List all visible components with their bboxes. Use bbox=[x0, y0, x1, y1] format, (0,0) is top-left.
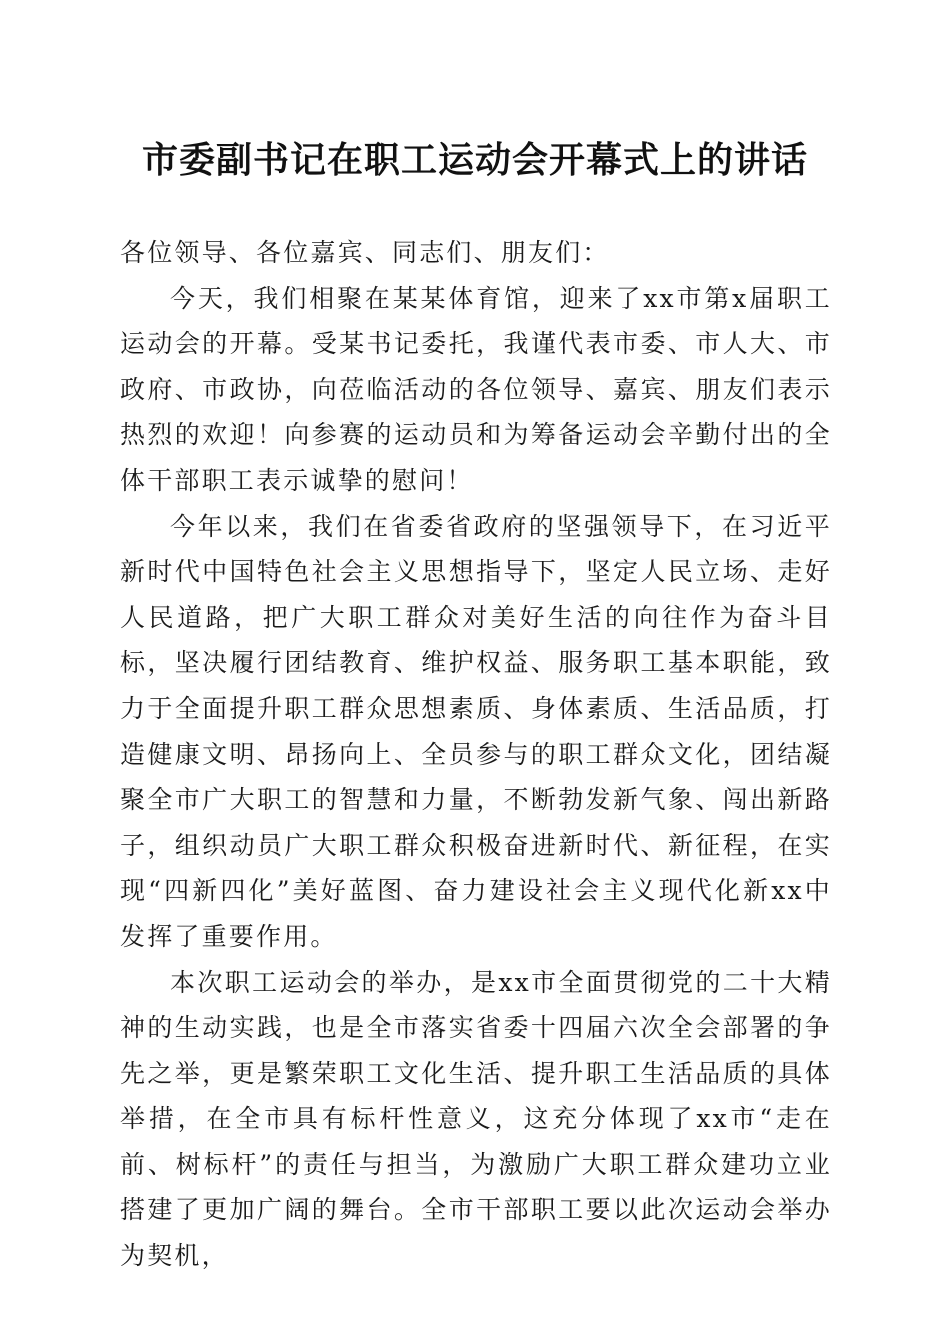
salutation: 各位领导、各位嘉宾、同志们、朋友们： bbox=[120, 238, 610, 267]
paragraph-significance: 本次职工运动会的举办，是xx市全面贯彻党的二十大精神的生动实践，也是全市落实省委十四届六次全会部署的争先之举，更是繁荣职工文化生活、提升职工生活品质的具体举措，在全市具有标杆性意义，这充分体现了xx市“走在前、树标杆”的责任与担当，为激励广大职工群众建功立业搭建了更加广阔的舞台。全市干部职工要以此次运动会举办为契机， bbox=[120, 967, 832, 1271]
document-title: 市委副书记在职工运动会开幕式上的讲话 bbox=[141, 139, 808, 181]
paragraph-achievements: 今年以来，我们在省委省政府的坚强领导下，在习近平新时代中国特色社会主义思想指导下，坚定人民立场、走好人民道路，把广大职工群众对美好生活的向往作为奋斗目标，坚决履行团结教育、维护权益、服务职工基本职能，致力于全面提升职工群众思想素质、身体素质、生活品质，打造健康文明、昂扬向上、全员参与的职工群众文化，团结凝聚全市广大职工的智慧和力量，不断勃发新气象、闯出新路子，组织动员广大职工群众积极奋进新时代、新征程，在实现“四新四化”美好蓝图、奋力建设社会主义现代化新xx中发挥了重要作用。 bbox=[120, 511, 832, 951]
document-body bbox=[120, 230, 832, 1279]
paragraph-welcome: 今天，我们相聚在某某体育馆，迎来了xx市第x届职工运动会的开幕。受某书记委托，我谨代表市委、市人大、市政府、市政协，向莅临活动的各位领导、嘉宾、朋友们表示热烈的欢迎！向参赛的运动员和为筹备运动会辛勤付出的全体干部职工表示诚挚的慰问！ bbox=[120, 283, 832, 495]
